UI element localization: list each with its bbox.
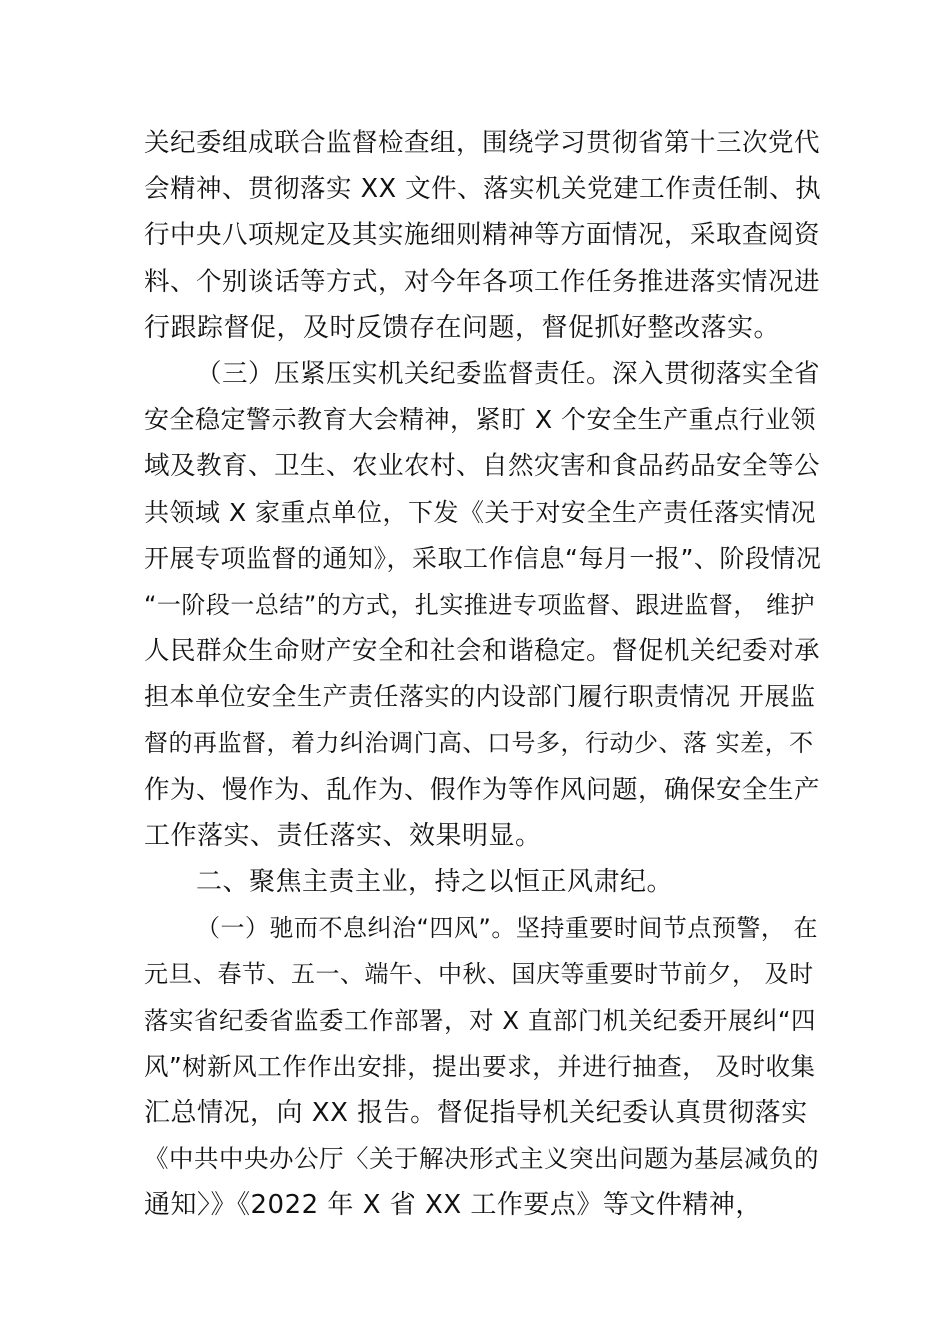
text-line-24: 通知〉》《2022 年 X 省 XX 工作要点》等文件精神， xyxy=(144,1190,762,1221)
text-line-21: 风”树新风工作作出安排，提出要求，并进行抽查， 及时收集 xyxy=(144,1051,816,1081)
text-line-10: 开展专项监督的通知》，采取工作信息“每月一报”、阶段情况 xyxy=(144,543,822,573)
text-line-18: （一）驰而不息纠治“四风”。坚持重要时间节点预警， 在 xyxy=(196,914,818,943)
text-line-22: 汇总情况，向 XX 报告。督促指导机关纪委认真贯彻落实 xyxy=(144,1097,808,1128)
text-line-16: 工作落实、责任落实、效果明显。 xyxy=(144,820,542,851)
text-line-12: 人民群众生命财产安全和社会和谐稳定。督促机关纪委对承 xyxy=(144,636,821,667)
text-line-6: （三）压紧压实机关纪委监督责任。深入贯彻落实全省 xyxy=(196,358,821,389)
text-line-4: 料、个别谈话等方式，对今年各项工作任务推进落实情况进 xyxy=(144,266,821,297)
text-line-9: 共领域 X 家重点单位，下发《关于对安全生产责任落实情况 xyxy=(144,497,817,527)
text-line-8: 域及教育、卫生、农业农村、自然灾害和食品药品安全等公 xyxy=(144,451,821,482)
text-line-7: 安全稳定警示教育大会精神，紧盯 X 个安全生产重点行业领 xyxy=(144,405,817,435)
section-heading: 二、聚焦主责主业，持之以恒正风肃纪。 xyxy=(196,867,674,897)
text-line-14: 督的再监督，着力纠治调门高、口号多，行动少、落 实差，不 xyxy=(144,729,814,758)
text-line-3: 行中央八项规定及其实施细则精神等方面情况，采取查阅资 xyxy=(144,220,821,251)
text-line-13: 担本单位安全生产责任落实的内设部门履行职责情况 开展监 xyxy=(144,682,816,712)
text-line-11: “一阶段一总结”的方式，扎实推进专项监督、跟进监督， 维护 xyxy=(144,590,815,619)
text-line-1: 关纪委组成联合监督检查组，围绕学习贯彻省第十三次党代 xyxy=(144,128,821,158)
text-line-5: 行跟踪督促，及时反馈存在问题，督促抓好整改落实。 xyxy=(144,312,781,343)
text-line-20: 落实省纪委省监委工作部署，对 X 直部门机关纪委开展纠“四 xyxy=(144,1005,817,1035)
text-line-23: 《中共中央办公厅〈关于解决形式主义突出问题为基层减负的 xyxy=(144,1144,819,1174)
text-line-15: 作为、慢作为、乱作为、假作为等作风问题，确保安全生产 xyxy=(144,774,821,805)
text-line-2: 会精神、贯彻落实 XX 文件、落实机关党建工作责任制、执 xyxy=(144,174,822,205)
document-body xyxy=(144,120,824,1229)
text-line-19: 元旦、春节、五一、端午、中秋、国庆等重要时节前夕， 及时 xyxy=(144,960,814,989)
